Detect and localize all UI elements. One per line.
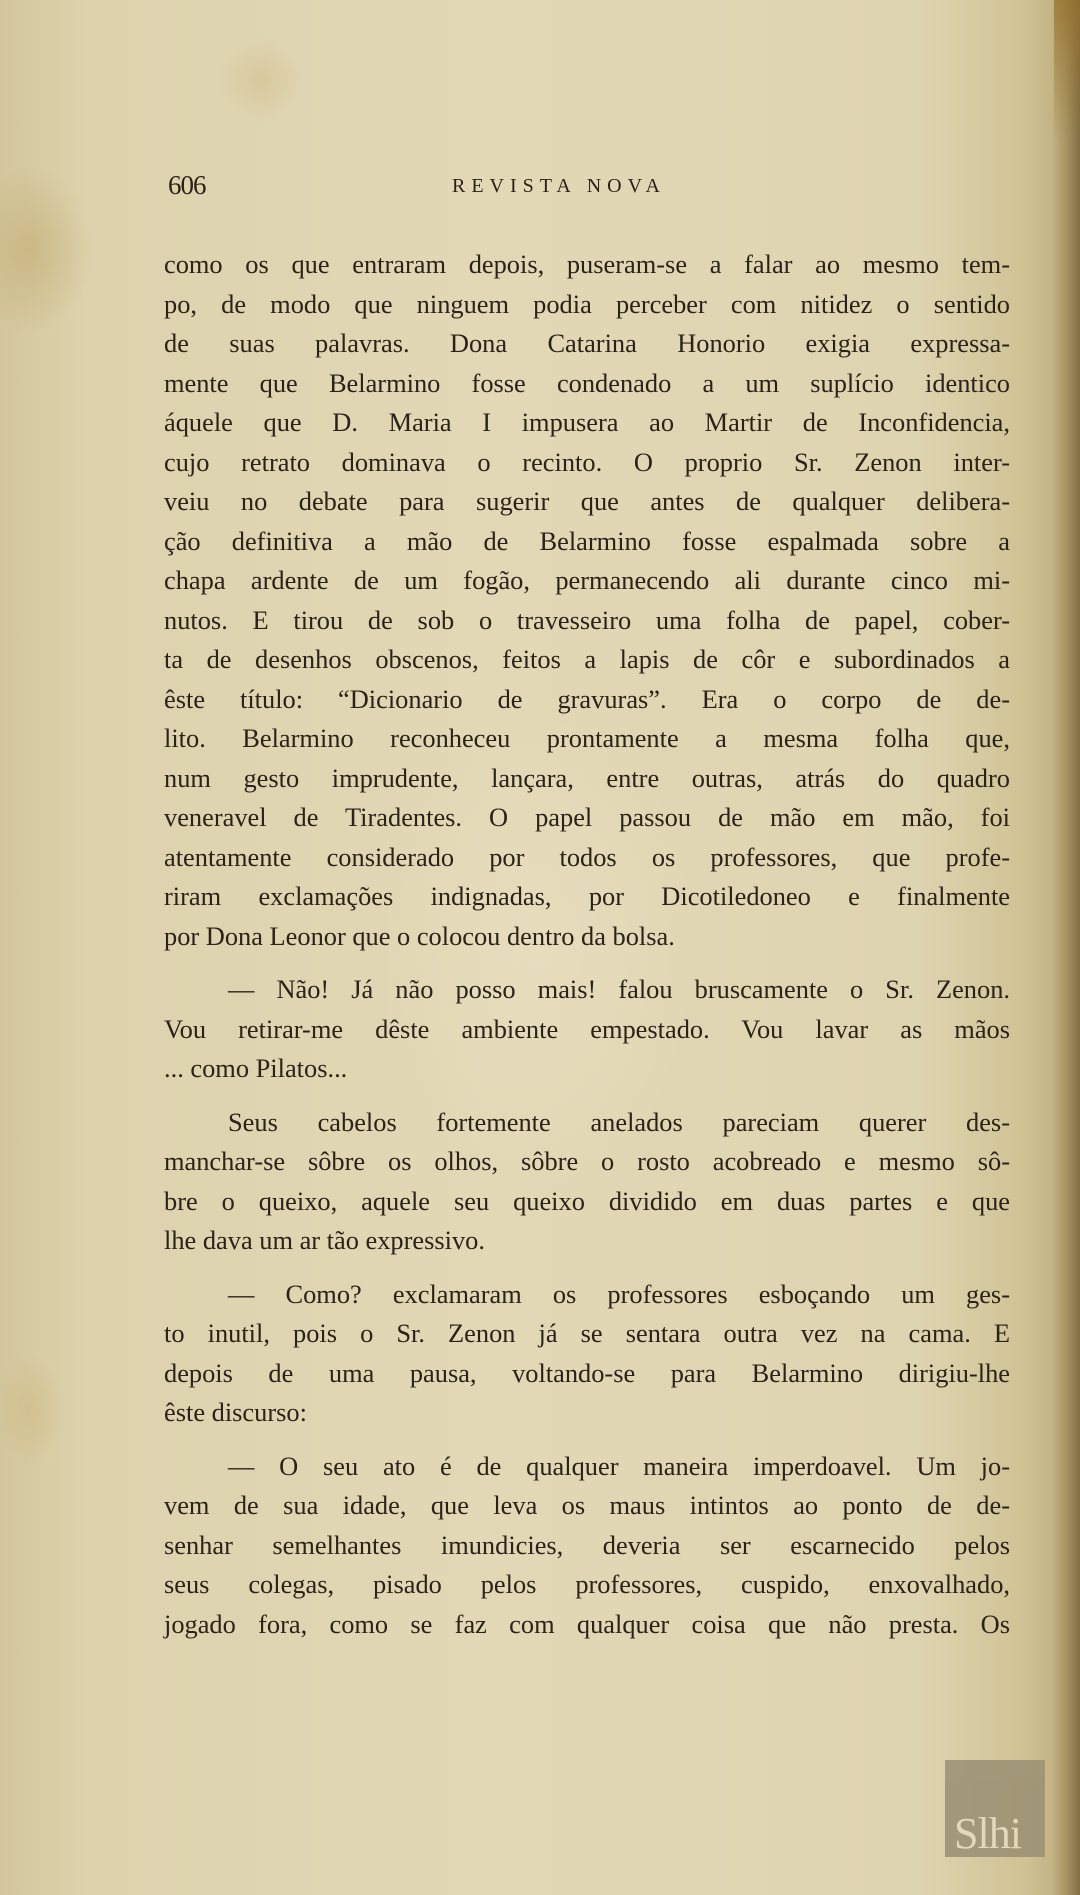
text-line: veneravel de Tiradentes. O papel passou de mão em mão, foi <box>164 802 1010 832</box>
text-line: veiu no debate para sugerir que antes de qualquer delibera- <box>164 486 1010 516</box>
text-line: senhar semelhantes imundicies, deveria ser escarnecido pelos <box>164 1529 1010 1560</box>
paragraph-gap <box>164 1261 1010 1275</box>
text-line: — O seu ato é de qualquer maneira imperdoavel. Um jo- <box>228 1450 1010 1481</box>
text-line: cujo retrato dominava o recinto. O proprio Sr. Zenon inter- <box>164 446 1010 477</box>
text-line: Seus cabelos fortemente anelados pareciam querer des- <box>228 1106 1010 1137</box>
text-line: mente que Belarmino fosse condenado a um suplício identico <box>164 367 1010 398</box>
text-line: de suas palavras. Dona Catarina Honorio exigia expressa- <box>164 328 1010 358</box>
text-line: ... como Pilatos... <box>164 1053 348 1083</box>
watermark-text: Slhi <box>954 1809 1021 1857</box>
text-line: Vou retirar-me dêste ambiente empestado. Vou lavar as mãos <box>164 1013 1010 1044</box>
text-line: manchar-se sôbre os olhos, sôbre o rosto acobreado e mesmo sô- <box>164 1146 1010 1176</box>
text-line: to inutil, pois o Sr. Zenon já se sentara outra vez na cama. E <box>164 1318 1010 1348</box>
text-line: êste título: “Dicionario de gravuras”. Era o corpo de de- <box>164 683 1010 714</box>
page-edge-shadow <box>1052 0 1080 1895</box>
text-line: — Não! Já não posso mais! falou bruscamente o Sr. Zenon. <box>228 974 1010 1004</box>
text-line: — Como? exclamaram os professores esboçando um ges- <box>228 1278 1010 1309</box>
text-line: seus colegas, pisado pelos professores, cuspido, enxovalhado, <box>164 1569 1010 1599</box>
running-head: REVISTA NOVA <box>452 175 666 197</box>
text-line: ta de desenhos obscenos, feitos a lapis de côr e subordinados a <box>164 644 1010 674</box>
text-line: por Dona Leonor que o colocou dentro da bolsa. <box>164 920 675 951</box>
text-line: como os que entraram depois, puseram-se a falar ao mesmo tem- <box>164 249 1010 279</box>
page-header <box>168 170 1008 204</box>
text-line: po, de modo que ninguem podia perceber com nitidez o sentido <box>164 288 1010 319</box>
text-line: êste discurso: <box>164 1397 307 1427</box>
text-line: ção definitiva a mão de Belarmino fosse espalmada sobre a <box>164 525 1010 556</box>
text-line: num gesto imprudente, lançara, entre outras, atrás do quadro <box>164 762 1010 793</box>
paragraph <box>164 245 1010 956</box>
text-body <box>164 245 1010 1644</box>
paragraph-gap <box>164 1433 1010 1447</box>
text-line: lhe dava um ar tão expressivo. <box>164 1225 485 1255</box>
text-line: atentamente considerado por todos os professores, que profe- <box>164 841 1010 872</box>
text-line: riram exclamações indignadas, por Dicotiledoneo e finalmente <box>164 881 1010 911</box>
paragraph <box>164 970 1010 1089</box>
text-line: nutos. E tirou de sob o travesseiro uma folha de papel, cober- <box>164 604 1010 635</box>
text-line: lito. Belarmino reconheceu prontamente a mesma folha que, <box>164 723 1010 753</box>
text-line: chapa ardente de um fogão, permanecendo ali durante cinco mi- <box>164 565 1010 595</box>
page-edge-stain <box>1054 0 1080 140</box>
text-line: vem de sua idade, que leva os maus intintos ao ponto de de- <box>164 1490 1010 1520</box>
paragraph <box>164 1103 1010 1261</box>
text-line: depois de uma pausa, voltando-se para Belarmino dirigiu-lhe <box>164 1357 1010 1388</box>
paragraph-gap <box>164 956 1010 970</box>
text-line: jogado fora, como se faz com qualquer coisa que não presta. Os <box>164 1608 1010 1639</box>
paragraph <box>164 1447 1010 1645</box>
text-line: áquele que D. Maria I impusera ao Martir de Inconfidencia, <box>164 407 1010 437</box>
page-number: 606 <box>168 170 206 200</box>
paragraph <box>164 1275 1010 1433</box>
text-line: bre o queixo, aquele seu queixo dividido em duas partes e que <box>164 1185 1010 1216</box>
watermark-logo <box>945 1760 1045 1857</box>
paragraph-gap <box>164 1089 1010 1103</box>
